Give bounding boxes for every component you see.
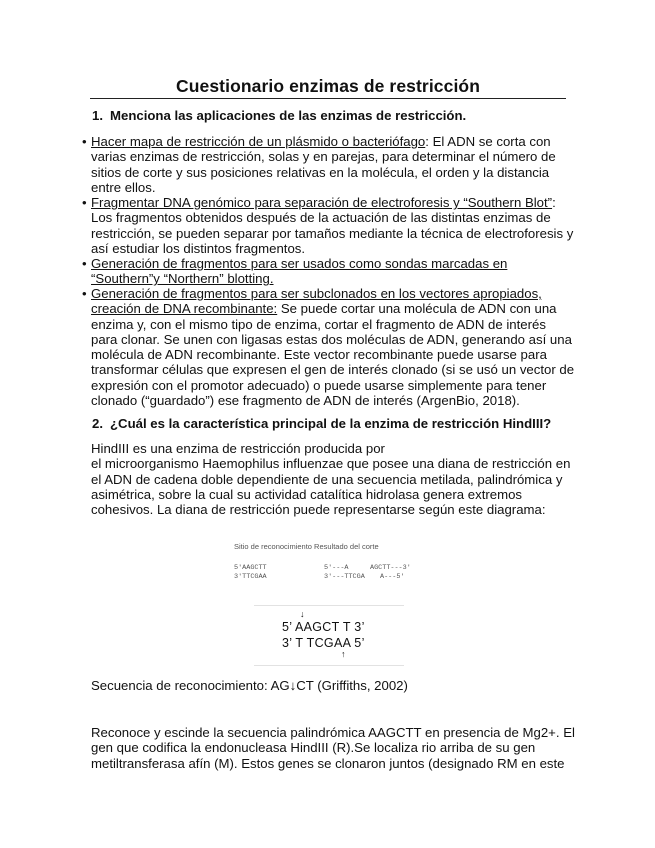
- paragraph-line: HindIII es una enzima de restricción producida por: [91, 441, 385, 456]
- bullet-4-heading-cont: creación de DNA recombinante:: [91, 301, 278, 317]
- recognition-site-figure: [230, 542, 410, 590]
- bullet-1-line: varias enzimas de restricción, solas y en parejas, para determinar el número de: [91, 149, 556, 165]
- bullet-4-line: para clonar. Se unen con ligasas estas dos moléculas de ADN, generando así una: [91, 331, 572, 347]
- paragraph-line: cohesivos. La diana de restricción puede representarse según este diagrama:: [91, 502, 546, 518]
- sequence-bottom-strand: 3’ T TCGAA 5’: [282, 636, 365, 650]
- bullet-2-line: así estudiar los distintos fragmentos.: [91, 240, 306, 256]
- bullet-restriction-map: [82, 134, 570, 195]
- question-1-number: 1.: [92, 108, 103, 123]
- figure-cut-top-right: AGCTT---3': [370, 564, 411, 572]
- figure-cut-bottom-right: A---5': [380, 573, 405, 581]
- bullet-4-heading-rest: Se puede cortar una molécula de ADN con una: [277, 301, 557, 317]
- bullet-3-heading: Generación de fragmentos para ser usados como sondas marcadas en: [91, 256, 508, 271]
- bullet-2-line: restricción, se pueden separar por tamaños mediante la técnica de electroforesis y: [91, 225, 574, 241]
- bullet-dot: •: [82, 134, 87, 149]
- bullet-probes: [82, 256, 570, 287]
- question-2-text: ¿Cuál es la característica principal de la enzima de restricción HindIII?: [110, 416, 552, 431]
- question-1: [92, 108, 466, 123]
- figure-site-bottom: 3'TTCGAA: [234, 573, 267, 581]
- bullet-4-line: expresión con el promotor adecuado) o puede usarse simplemente para tener: [91, 377, 547, 393]
- bullet-4-line: enzima y, con el mismo tipo de enzima, cortar el fragmento de ADN de interés: [91, 316, 546, 332]
- bullet-3-heading-cont: “Southern”y “Northern” blotting.: [91, 271, 274, 287]
- bullet-dot: •: [82, 195, 87, 210]
- bullet-2-line: Los fragmentos obtenidos después de la actuación de las distintas enzimas de: [91, 210, 551, 226]
- paragraph-line: el microorganismo Haemophilus influenzae que posee una diana de restricción en: [91, 456, 571, 472]
- recognition-sequence-text: Secuencia de reconocimiento: AG↓CT (Griffiths, 2002): [91, 678, 408, 693]
- bullet-dot: •: [82, 256, 87, 271]
- document-title: Cuestionario enzimas de restricción: [175, 76, 480, 96]
- paragraph-line: gen que codifica la endonucleasa HindIII (R).Se localiza rio arriba de su gen: [91, 740, 536, 756]
- sequence-top-strand: 5’ AAGCT T 3’: [282, 620, 365, 634]
- figure-cut-top-left: 5'---A: [324, 564, 349, 572]
- paragraph-hindiii: [91, 441, 569, 517]
- figure-cut-bottom-left: 3'---TTCGA: [324, 573, 365, 581]
- bullet-4-line: transformar células que expresen el gen de interés clonado (si se usó un vector de: [91, 362, 575, 378]
- cut-arrow-down-icon: ↓: [300, 609, 305, 619]
- bullet-subcloning: [82, 286, 575, 409]
- figure-header: Sitio de reconocimiento Resultado del corte: [234, 542, 379, 551]
- figure-site-top: 5'AAGCTT: [234, 564, 267, 572]
- paragraph-line: asimétrica, sobre la cual su actividad catalítica hidrolasa genera extremos: [91, 486, 523, 502]
- bullet-4-heading: Generación de fragmentos para ser subclonados en los vectores apropiados,: [91, 286, 542, 301]
- bullet-2-heading: Fragmentar DNA genómico para separación de electroforesis y “Southern Blot”: [91, 195, 553, 210]
- paragraph-line: Reconoce y escinde la secuencia palindrómica AAGCTT en presencia de Mg2+. El: [91, 725, 575, 740]
- paragraph-line: metiltransferasa afín (M). Estos genes se clonaron juntos (designado RM en este: [91, 755, 565, 771]
- bullet-1-line: entre ellos.: [91, 179, 156, 195]
- question-2-number: 2.: [92, 416, 103, 431]
- bullet-4-line: clonado (“guardado”) ese fragmento de ADN de interés (ArgenBio, 2018).: [91, 393, 520, 409]
- paragraph-cleavage: [91, 725, 575, 771]
- sequence-top-rule: [254, 605, 404, 606]
- sequence-bottom-rule: [254, 665, 404, 666]
- bullet-1-line: sitios de corte y sus posiciones relativas en la molécula, el orden y la distancia: [91, 164, 550, 180]
- sequence-diagram: [254, 604, 404, 666]
- bullet-fragment-dna: [82, 195, 574, 256]
- question-1-text: Menciona las aplicaciones de las enzimas de restricción.: [110, 108, 467, 123]
- bullet-1-heading: Hacer mapa de restricción de un plásmido o bacteriófago: [91, 134, 426, 149]
- bullet-4-line: molécula de ADN recombinante. Este vector recombinante puede usarse para: [91, 347, 547, 363]
- question-2: [92, 416, 551, 431]
- bullet-2-heading-rest: :: [552, 195, 556, 210]
- title-underline: [90, 98, 566, 99]
- cut-arrow-up-icon: ↑: [341, 649, 346, 659]
- bullet-1-heading-rest: : El ADN se corta con: [425, 134, 551, 149]
- paragraph-line: el ADN de cadena doble dependiente de una secuencia metilada, palindrómica y: [91, 471, 563, 487]
- bullet-dot: •: [82, 286, 87, 301]
